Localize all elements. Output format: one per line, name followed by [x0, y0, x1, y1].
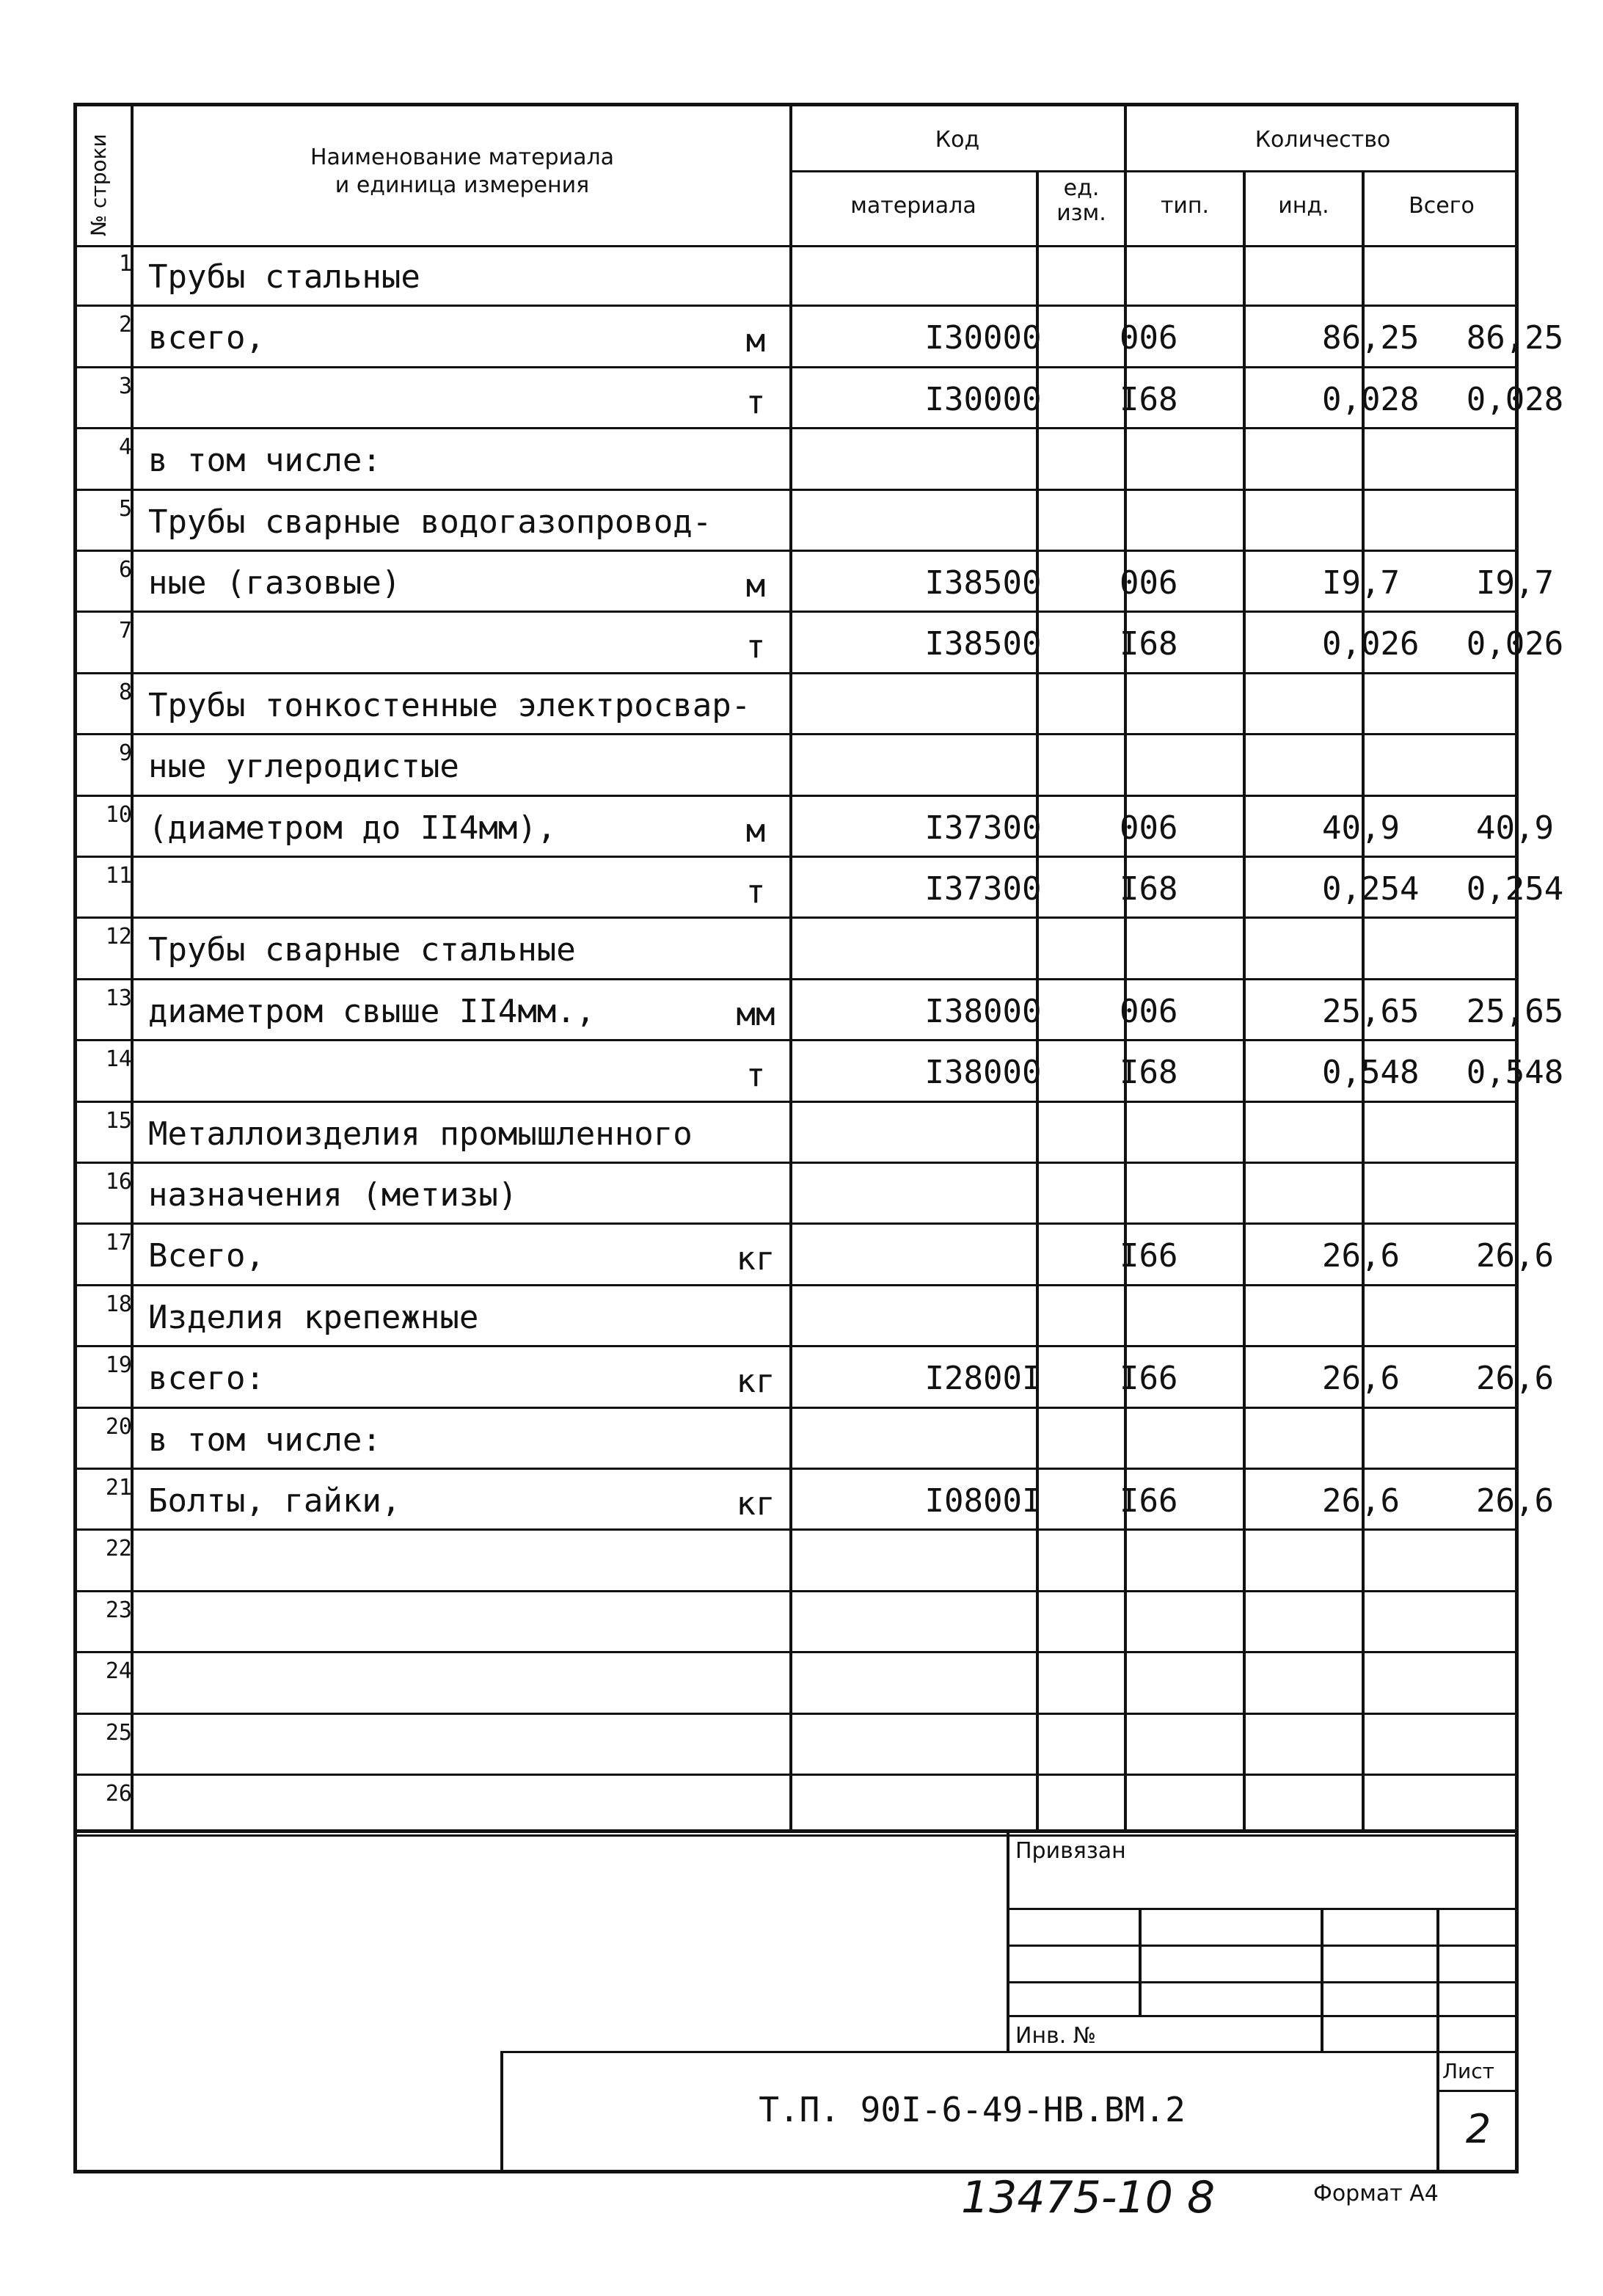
- material-code: I38000: [924, 1054, 1042, 1092]
- material-name: Болты, гайки,: [148, 1482, 401, 1520]
- material-name: Всего,: [148, 1237, 265, 1275]
- material-name: всего:: [148, 1360, 265, 1398]
- sheet-label: Лист: [1442, 2059, 1494, 2083]
- table-row: [73, 1346, 1554, 1407]
- table-row: [73, 551, 1554, 612]
- row-number: 11: [105, 863, 132, 889]
- row-number: 24: [105, 1658, 132, 1685]
- material-code: I37300: [924, 809, 1042, 847]
- divider: [500, 2051, 1519, 2053]
- unit-code: I66: [1120, 1360, 1178, 1398]
- quantity-total: 25,65: [1466, 992, 1564, 1030]
- row-number: 22: [105, 1536, 132, 1562]
- row-number: 14: [105, 1046, 132, 1073]
- table-row: [73, 1041, 1564, 1101]
- row-number: 3: [118, 373, 132, 399]
- code-material-header: материала: [850, 193, 976, 219]
- material-name: Трубы стальные: [148, 258, 420, 296]
- row-number: 18: [105, 1291, 132, 1317]
- name-header: Наименование материала и единица измерения: [310, 145, 615, 198]
- row-number: 5: [118, 495, 132, 522]
- unit-of-measure: кг: [736, 1363, 775, 1401]
- row-number: 4: [118, 434, 132, 461]
- row-number: 16: [105, 1169, 132, 1195]
- table-row: [73, 1408, 1519, 1469]
- divider: [1007, 1981, 1519, 1983]
- row-number: 2: [118, 312, 132, 338]
- qty-type-header: тип.: [1160, 193, 1210, 219]
- divider: [500, 2051, 503, 2173]
- divider: [73, 1829, 1519, 1833]
- row-number: 15: [105, 1107, 132, 1134]
- divider: [1007, 1908, 1519, 1910]
- material-name: ные углеродистые: [148, 748, 459, 786]
- material-code: I37300: [924, 870, 1042, 908]
- divider: [1139, 1908, 1142, 2015]
- quantity-individual: 0,254: [1322, 870, 1420, 908]
- divider: [1007, 1831, 1009, 2051]
- unit-of-measure: т: [745, 1057, 766, 1095]
- row-number: 25: [105, 1719, 132, 1746]
- quantity-individual: I9,7: [1322, 564, 1400, 602]
- row-number: 20: [105, 1413, 132, 1440]
- quantity-total: 0,548: [1466, 1054, 1564, 1092]
- quantity-total: 0,026: [1466, 625, 1564, 663]
- table-row: [73, 1469, 1554, 1530]
- handwritten-number: 13475-10 8: [961, 2172, 1216, 2223]
- table-row: [73, 796, 1554, 857]
- quantity-total: 26,6: [1476, 1360, 1554, 1398]
- table-row: [73, 1163, 1519, 1224]
- material-name: Трубы тонкостенные электросвар-: [148, 686, 751, 724]
- quantity-total: 0,028: [1466, 380, 1564, 418]
- quantity-individual: 0,026: [1322, 625, 1420, 663]
- table-row: [73, 306, 1564, 367]
- table-row: [73, 735, 1519, 795]
- row-divider: [73, 1834, 1519, 1837]
- table-row: [73, 1102, 1519, 1163]
- unit-code: I66: [1120, 1482, 1178, 1520]
- quantity-individual: 0,548: [1322, 1054, 1420, 1092]
- material-name: Трубы сварные стальные: [148, 931, 576, 969]
- unit-code: I68: [1120, 870, 1178, 908]
- quantity-total: 26,6: [1476, 1482, 1554, 1520]
- material-code: I38500: [924, 564, 1042, 602]
- divider: [1321, 1908, 1323, 2051]
- table-row: [73, 245, 1519, 306]
- qty-total-header: Всего: [1409, 193, 1475, 219]
- row-number: 26: [105, 1781, 132, 1807]
- unit-of-measure: м: [745, 322, 766, 360]
- qty-ind-header: инд.: [1278, 193, 1329, 219]
- table-row: [73, 1224, 1554, 1285]
- unit-code: 006: [1120, 564, 1178, 602]
- table-row: [73, 918, 1519, 979]
- unit-code: I68: [1120, 1054, 1178, 1092]
- quantity-total: I9,7: [1476, 564, 1554, 602]
- quantity-total: 26,6: [1476, 1237, 1554, 1275]
- unit-of-measure: т: [745, 873, 766, 911]
- unit-code: 006: [1120, 992, 1178, 1030]
- divider: [789, 170, 1519, 172]
- quantity-individual: 40,9: [1322, 809, 1400, 847]
- table-row: [73, 1714, 1519, 1775]
- row-number: 21: [105, 1475, 132, 1501]
- material-name: назначения (метизы): [148, 1176, 518, 1214]
- unit-of-measure: мм: [736, 995, 775, 1033]
- material-code: I38000: [924, 992, 1042, 1030]
- table-row: [73, 490, 1519, 551]
- material-name: в том числе:: [148, 442, 381, 480]
- unit-of-measure: кг: [736, 1485, 775, 1523]
- table-row: [73, 980, 1564, 1041]
- quantity-individual: 86,25: [1322, 319, 1420, 357]
- quantity-total: 0,254: [1466, 870, 1564, 908]
- unit-code: 006: [1120, 319, 1178, 357]
- row-number: 13: [105, 985, 132, 1011]
- row-number: 6: [118, 557, 132, 583]
- unit-of-measure: т: [745, 383, 766, 421]
- unit-of-measure: м: [745, 567, 766, 605]
- material-code: I38500: [924, 625, 1042, 663]
- divider: [1007, 1945, 1519, 1947]
- row-number: 23: [105, 1597, 132, 1623]
- document-code: Т.П. 90I-6-49-НВ.ВМ.2: [759, 2090, 1186, 2129]
- format-label: Формат А4: [1313, 2181, 1439, 2206]
- material-code: I0800I: [924, 1482, 1042, 1520]
- material-name: в том числе:: [148, 1421, 381, 1459]
- row-number: 17: [105, 1230, 132, 1256]
- material-name: Изделия крепежные: [148, 1298, 479, 1336]
- material-name: (диаметром до II4мм),: [148, 809, 557, 847]
- table-row: [73, 429, 1519, 489]
- table-row: [73, 857, 1564, 918]
- unit-of-measure: м: [745, 812, 766, 850]
- code-group-header: Код: [935, 127, 980, 153]
- unit-of-measure: кг: [736, 1240, 775, 1278]
- table-row: [73, 368, 1564, 429]
- row-number: 7: [118, 618, 132, 644]
- row-number: 19: [105, 1352, 132, 1379]
- material-name: Металлоизделия промышленного: [148, 1115, 693, 1153]
- row-number: 8: [118, 679, 132, 705]
- quantity-total: 40,9: [1476, 809, 1554, 847]
- unit-code: 006: [1120, 809, 1178, 847]
- row-number: 12: [105, 924, 132, 950]
- quantity-individual: 0,028: [1322, 380, 1420, 418]
- row-number: 10: [105, 801, 132, 828]
- inventory-number-label: Инв. №: [1015, 2023, 1097, 2049]
- row-number-header: № строки: [87, 134, 111, 236]
- material-code: I30000: [924, 319, 1042, 357]
- quantity-total: 86,25: [1466, 319, 1564, 357]
- table-row: [73, 1286, 1519, 1346]
- table-row: [73, 1652, 1519, 1713]
- row-number: 9: [118, 740, 132, 767]
- material-name: ные (газовые): [148, 564, 401, 602]
- divider: [1436, 2090, 1519, 2092]
- divider: [1007, 2015, 1519, 2017]
- material-name: диаметром свыше II4мм.,: [148, 992, 596, 1030]
- sheet-number: 2: [1465, 2106, 1491, 2152]
- material-code: I30000: [924, 380, 1042, 418]
- material-code: I2800I: [924, 1360, 1042, 1398]
- material-name: Трубы сварные водогазопровод-: [148, 503, 712, 541]
- material-name: всего,: [148, 319, 265, 357]
- table-row: [73, 1775, 1519, 1836]
- code-unit-header: ед. изм.: [1056, 175, 1106, 226]
- row-number: 1: [118, 251, 132, 277]
- unit-code: I66: [1120, 1237, 1178, 1275]
- unit-code: I68: [1120, 380, 1178, 418]
- table-row: [73, 1592, 1519, 1652]
- table-row: [73, 1530, 1519, 1591]
- attached-label: Привязан: [1015, 1838, 1126, 1864]
- unit-code: I68: [1120, 625, 1178, 663]
- quantity-individual: 26,6: [1322, 1360, 1400, 1398]
- quantity-individual: 26,6: [1322, 1237, 1400, 1275]
- table-row: [73, 612, 1564, 673]
- quantity-individual: 25,65: [1322, 992, 1420, 1030]
- quantity-individual: 26,6: [1322, 1482, 1400, 1520]
- table-row: [73, 674, 1519, 735]
- unit-of-measure: т: [745, 628, 766, 666]
- qty-group-header: Количество: [1255, 127, 1391, 153]
